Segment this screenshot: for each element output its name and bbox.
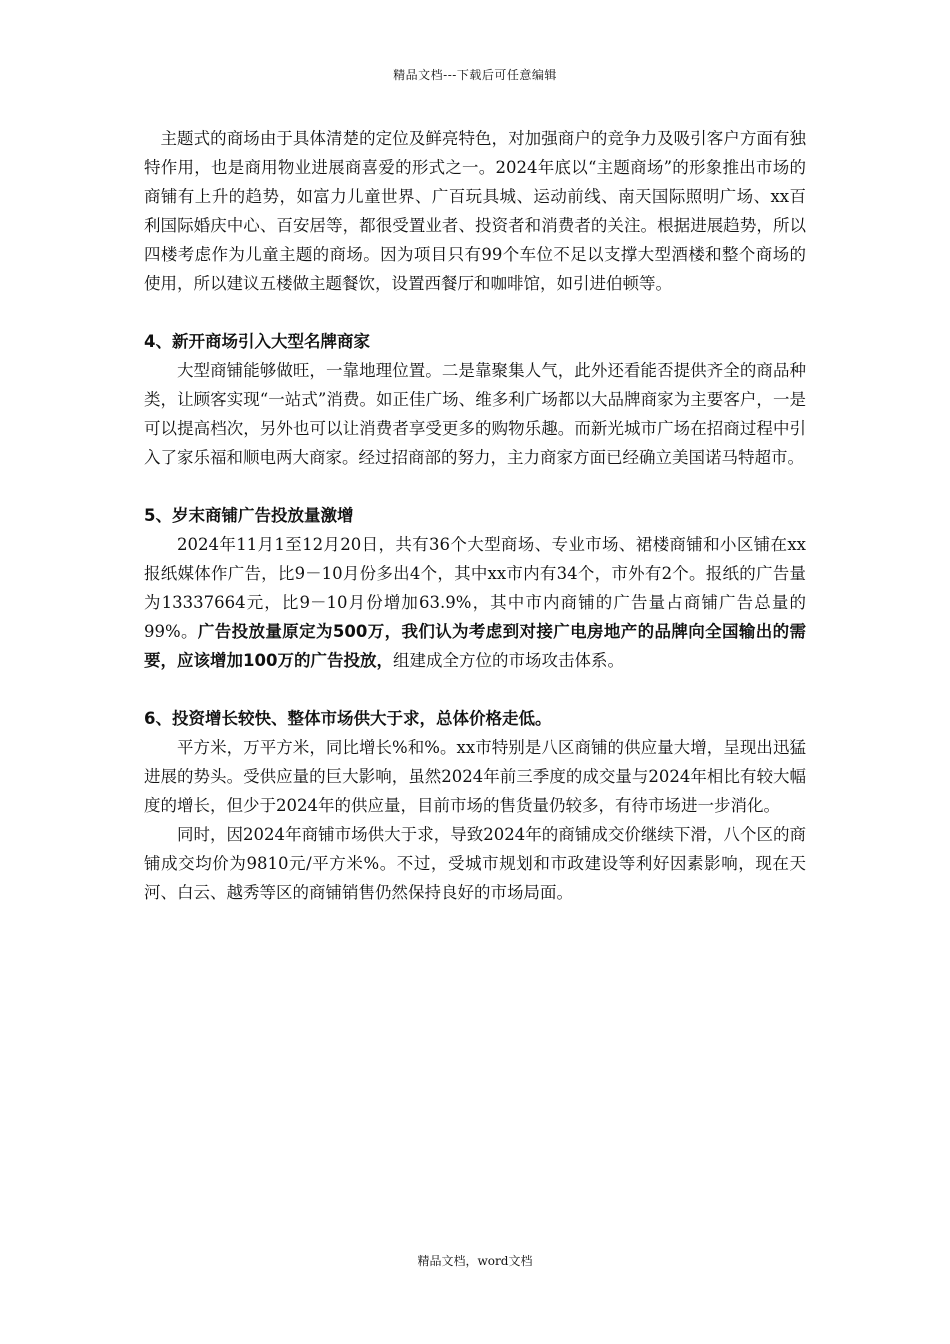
section-4-heading: 4、新开商场引入大型名牌商家 (144, 332, 370, 351)
section-5-paragraph (144, 530, 806, 675)
document-body (144, 124, 806, 907)
page-header: 精品文档---下载后可任意编辑 (393, 68, 557, 82)
section-5-heading: 5、岁末商铺广告投放量激增 (144, 506, 354, 525)
section-6-heading: 6、投资增长较快、整体市场供大于求，总体价格走低。 (144, 709, 552, 728)
section-6-paragraph-1: 平方米，万平方米，同比增长%和%。xx市特别是八区商铺的供应量大增，呈现出迅猛进展的势头。受供应量的巨大影响，虽然2024年前三季度的成交量与2024年相比有较大幅度的增长，但少于2024年的供应量，目前市场的售货量仍较多，有待市场进一步消化。 (144, 738, 806, 815)
page-footer: 精品文档，word文档 (417, 1254, 533, 1268)
section-5-text: 2024年11月1至12月20日，共有36个大型商场、专业市场、裙楼商铺和小区铺在xx报纸媒体作广告，比9－10月份多出4个，其中xx市内有34个，市外有2个。报纸的广告量为13337664元，比9－10月份增加63.9%，其中市内商铺的广告量占商铺广告总量的99%。 (144, 535, 806, 641)
section-5-bold-text: 广告投放量原定为500万，我们认为考虑到对接广电房地产的品牌向全国输出的需要，应该增加100万的广告投放， (144, 622, 806, 670)
section-5-tail-text: 组建成全方位的市场攻击体系。 (392, 651, 624, 670)
section-6-paragraph-2: 同时，因2024年商铺市场供大于求，导致2024年的商铺成交价继续下滑，八个区的商铺成交均价为9810元/平方米%。不过，受城市规划和市政建设等利好因素影响，现在天河、白云、越秀等区的商铺销售仍然保持良好的市场局面。 (144, 825, 806, 902)
intro-paragraph: 主题式的商场由于具体清楚的定位及鲜亮特色，对加强商户的竞争力及吸引客户方面有独特作用，也是商用物业进展商喜爱的形式之一。2024年底以“主题商场”的形象推出市场的商铺有上升的趋势，如富力儿童世界、广百玩具城、运动前线、南天国际照明广场、xx百利国际婚庆中心、百安居等，都很受置业者、投资者和消费者的关注。根据进展趋势，所以四楼考虑作为儿童主题的商场。因为项目只有99个车位不足以支撑大型酒楼和整个商场的使用，所以建议五楼做主题餐饮，设置西餐厅和咖啡馆，如引进伯顿等。 (144, 129, 806, 293)
section-4-paragraph: 大型商铺能够做旺，一靠地理位置。二是靠聚集人气，此外还看能否提供齐全的商品种类，让顾客实现“一站式”消费。如正佳广场、维多利广场都以大品牌商家为主要客户，一是可以提高档次，另外也可以让消费者享受更多的购物乐趣。而新光城市广场在招商过程中引入了家乐福和顺电两大商家。经过招商部的努力，主力商家方面已经确立美国诺马特超市。 (144, 361, 806, 467)
